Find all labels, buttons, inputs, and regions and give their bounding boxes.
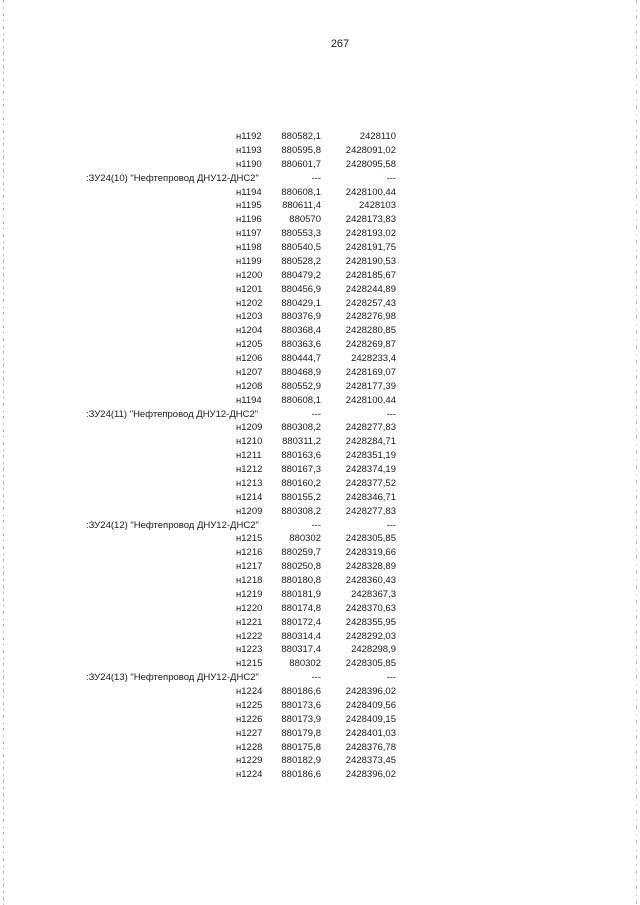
- point-id: н1193: [236, 144, 262, 156]
- page-number: 267: [330, 38, 350, 50]
- point-id: н1214: [236, 491, 263, 503]
- scan-edge-right: [636, 0, 637, 905]
- x-coordinate: 880160,2: [281, 477, 321, 489]
- x-coordinate: 880250,8: [281, 561, 321, 573]
- x-coordinate: 880259,7: [281, 547, 321, 559]
- coordinates-table: [86, 130, 398, 782]
- table-row: [86, 616, 398, 630]
- table-row: [86, 324, 398, 338]
- point-id: н1212: [236, 464, 263, 475]
- point-id: н1213: [236, 477, 263, 489]
- point-id: н1207: [236, 366, 263, 378]
- table-row: [86, 699, 398, 713]
- table-row: [86, 657, 398, 671]
- point-id: н1220: [236, 602, 263, 614]
- y-coordinate: ---: [386, 672, 396, 684]
- table-row: [86, 130, 398, 144]
- y-coordinate: 2428191,75: [345, 242, 396, 253]
- x-coordinate: 880167,3: [281, 464, 321, 475]
- point-id: н1219: [236, 588, 263, 600]
- point-id: н1208: [236, 380, 263, 392]
- table-row: [86, 310, 398, 324]
- point-id: н1199: [236, 255, 262, 267]
- y-coordinate: 2428370,63: [345, 602, 396, 614]
- table-row: [86, 283, 398, 297]
- point-id: н1227: [236, 727, 263, 739]
- x-coordinate: 880552,9: [281, 380, 321, 392]
- section-header-row: [86, 671, 398, 685]
- x-coordinate: 880179,8: [281, 727, 321, 739]
- x-coordinate: 880317,4: [281, 644, 321, 656]
- table-row: [86, 255, 398, 269]
- point-id: н1202: [236, 297, 263, 309]
- x-coordinate: 880302: [289, 658, 321, 670]
- table-row: [86, 199, 398, 213]
- section-header-row: [86, 172, 398, 186]
- section-label: :ЗУ24(12) "Нефтепровод ДНУ12-ДНС2": [86, 519, 259, 531]
- x-coordinate: 880311,2: [282, 436, 321, 448]
- y-coordinate: 2428276,98: [345, 311, 396, 323]
- point-id: н1226: [236, 713, 263, 725]
- point-id: н1210: [236, 436, 263, 448]
- table-row: [86, 213, 398, 227]
- x-coordinate: 880308,2: [281, 422, 321, 434]
- y-coordinate: 2428284,71: [345, 436, 396, 448]
- y-coordinate: 2428360,43: [345, 575, 396, 586]
- table-row: [86, 144, 398, 158]
- x-coordinate: 880479,2: [281, 269, 321, 281]
- table-row: [86, 366, 398, 380]
- y-coordinate: 2428319,66: [345, 547, 396, 559]
- table-row: [86, 713, 398, 727]
- table-row: [86, 491, 398, 505]
- x-coordinate: 880456,9: [281, 283, 321, 295]
- x-coordinate: 880595,8: [281, 144, 321, 156]
- y-coordinate: 2428091,02: [345, 144, 396, 156]
- table-row: [86, 727, 398, 741]
- x-coordinate: ---: [311, 672, 321, 684]
- y-coordinate: 2428376,78: [345, 741, 396, 753]
- point-id: н1209: [236, 422, 263, 434]
- x-coordinate: 880376,9: [281, 311, 321, 323]
- y-coordinate: 2428269,87: [345, 339, 396, 351]
- point-id: н1194: [236, 394, 262, 406]
- point-id: н1209: [236, 505, 263, 517]
- x-coordinate: 880172,4: [281, 616, 321, 628]
- point-id: н1203: [236, 311, 263, 323]
- table-row: [86, 546, 398, 560]
- y-coordinate: 2428401,03: [345, 727, 396, 739]
- table-row: [86, 685, 398, 699]
- y-coordinate: 2428351,19: [345, 450, 396, 462]
- y-coordinate: ---: [386, 172, 396, 184]
- y-coordinate: 2428409,15: [345, 713, 396, 725]
- x-coordinate: 880173,9: [281, 713, 321, 725]
- point-id: н1224: [236, 769, 263, 781]
- section-header-row: [86, 408, 398, 422]
- point-id: н1215: [236, 533, 263, 545]
- point-id: н1192: [236, 131, 262, 142]
- point-id: н1223: [236, 644, 263, 656]
- point-id: н1216: [236, 547, 263, 559]
- y-coordinate: 2428277,83: [345, 505, 396, 517]
- y-coordinate: 2428103: [359, 200, 396, 212]
- table-row: [86, 352, 398, 366]
- y-coordinate: 2428305,85: [345, 533, 396, 545]
- x-coordinate: 880608,1: [281, 394, 321, 406]
- y-coordinate: 2428169,07: [345, 366, 396, 378]
- x-coordinate: 880611,4: [282, 200, 321, 212]
- x-coordinate: ---: [311, 172, 321, 184]
- y-coordinate: 2428095,58: [345, 158, 396, 170]
- x-coordinate: 880182,9: [281, 755, 321, 767]
- table-row: [86, 380, 398, 394]
- y-coordinate: 2428346,71: [345, 491, 396, 503]
- x-coordinate: 880174,8: [281, 602, 321, 614]
- table-row: [86, 588, 398, 602]
- x-coordinate: 880175,8: [281, 741, 321, 753]
- table-row: [86, 449, 398, 463]
- y-coordinate: 2428100,44: [345, 186, 396, 198]
- table-row: [86, 643, 398, 657]
- table-row: [86, 768, 398, 782]
- point-id: н1198: [236, 242, 262, 253]
- x-coordinate: 880540,5: [281, 242, 321, 253]
- y-coordinate: ---: [386, 408, 396, 420]
- section-label: :ЗУ24(10) "Нефтепровод ДНУ12-ДНС2": [86, 172, 259, 184]
- x-coordinate: 880163,6: [281, 450, 321, 462]
- y-coordinate: 2428373,45: [345, 755, 396, 767]
- x-coordinate: ---: [311, 408, 321, 420]
- point-id: н1196: [236, 214, 262, 226]
- table-row: [86, 630, 398, 644]
- y-coordinate: 2428305,85: [345, 658, 396, 670]
- y-coordinate: 2428177,39: [345, 380, 396, 392]
- table-row: [86, 754, 398, 768]
- x-coordinate: 880180,8: [281, 575, 321, 586]
- y-coordinate: 2428277,83: [345, 422, 396, 434]
- x-coordinate: 880314,4: [281, 630, 321, 642]
- point-id: н1205: [236, 339, 263, 351]
- point-id: н1221: [236, 616, 263, 628]
- scan-edge-left: [3, 0, 4, 905]
- x-coordinate: 880429,1: [281, 297, 321, 309]
- y-coordinate: 2428244,89: [345, 283, 396, 295]
- x-coordinate: 880528,2: [281, 255, 321, 267]
- point-id: н1200: [236, 269, 263, 281]
- table-row: [86, 505, 398, 519]
- y-coordinate: 2428377,52: [345, 477, 396, 489]
- y-coordinate: 2428173,83: [345, 214, 396, 226]
- x-coordinate: 880582,1: [281, 131, 321, 142]
- point-id: н1197: [236, 228, 262, 240]
- table-row: [86, 158, 398, 172]
- point-id: н1204: [236, 325, 263, 337]
- x-coordinate: 880608,1: [281, 186, 321, 198]
- y-coordinate: 2428367,3: [351, 588, 396, 600]
- y-coordinate: 2428110: [359, 131, 396, 142]
- point-id: н1194: [236, 186, 262, 198]
- point-id: н1222: [236, 630, 263, 642]
- table-row: [86, 477, 398, 491]
- point-id: н1225: [236, 699, 263, 711]
- y-coordinate: 2428409,56: [345, 699, 396, 711]
- table-row: [86, 574, 398, 588]
- table-row: [86, 297, 398, 311]
- table-row: [86, 741, 398, 755]
- point-id: н1218: [236, 575, 263, 586]
- x-coordinate: 880186,6: [281, 686, 321, 697]
- x-coordinate: 880173,6: [281, 699, 321, 711]
- y-coordinate: 2428355,95: [345, 616, 396, 628]
- x-coordinate: 880570: [289, 214, 321, 226]
- point-id: н1206: [236, 353, 263, 364]
- y-coordinate: 2428328,89: [345, 561, 396, 573]
- y-coordinate: 2428233,4: [351, 353, 396, 364]
- x-coordinate: 880363,6: [281, 339, 321, 351]
- y-coordinate: 2428298,9: [351, 644, 396, 656]
- y-coordinate: ---: [386, 519, 396, 531]
- table-row: [86, 463, 398, 477]
- table-row: [86, 435, 398, 449]
- table-row: [86, 532, 398, 546]
- y-coordinate: 2428100,44: [345, 394, 396, 406]
- y-coordinate: 2428280,85: [345, 325, 396, 337]
- x-coordinate: 880186,6: [281, 769, 321, 781]
- point-id: н1229: [236, 755, 263, 767]
- y-coordinate: 2428292,03: [345, 630, 396, 642]
- x-coordinate: 880468,9: [281, 366, 321, 378]
- point-id: н1195: [236, 200, 262, 212]
- y-coordinate: 2428396,02: [345, 686, 396, 697]
- point-id: н1190: [236, 158, 262, 170]
- point-id: н1217: [236, 561, 263, 573]
- y-coordinate: 2428190,53: [345, 255, 396, 267]
- y-coordinate: 2428193,02: [345, 228, 396, 240]
- table-row: [86, 602, 398, 616]
- x-coordinate: 880444,7: [281, 353, 321, 364]
- x-coordinate: 880553,3: [281, 228, 321, 240]
- y-coordinate: 2428396,02: [345, 769, 396, 781]
- table-row: [86, 227, 398, 241]
- x-coordinate: ---: [311, 519, 321, 531]
- table-row: [86, 394, 398, 408]
- x-coordinate: 880181,9: [281, 588, 321, 600]
- section-header-row: [86, 519, 398, 533]
- table-row: [86, 421, 398, 435]
- section-label: :ЗУ24(11) "Нефтепровод ДНУ12-ДНС2": [86, 408, 259, 420]
- point-id: н1224: [236, 686, 263, 697]
- x-coordinate: 880601,7: [281, 158, 321, 170]
- y-coordinate: 2428185,67: [345, 269, 396, 281]
- y-coordinate: 2428374,19: [345, 464, 396, 475]
- x-coordinate: 880368,4: [281, 325, 321, 337]
- point-id: н1215: [236, 658, 263, 670]
- table-row: [86, 560, 398, 574]
- x-coordinate: 880302: [289, 533, 321, 545]
- table-row: [86, 241, 398, 255]
- point-id: н1201: [236, 283, 263, 295]
- x-coordinate: 880155,2: [281, 491, 321, 503]
- y-coordinate: 2428257,43: [345, 297, 396, 309]
- table-row: [86, 269, 398, 283]
- point-id: н1211: [236, 450, 262, 462]
- x-coordinate: 880308,2: [281, 505, 321, 517]
- point-id: н1228: [236, 741, 263, 753]
- section-label: :ЗУ24(13) "Нефтепровод ДНУ12-ДНС2": [86, 672, 259, 684]
- table-row: [86, 338, 398, 352]
- table-row: [86, 186, 398, 200]
